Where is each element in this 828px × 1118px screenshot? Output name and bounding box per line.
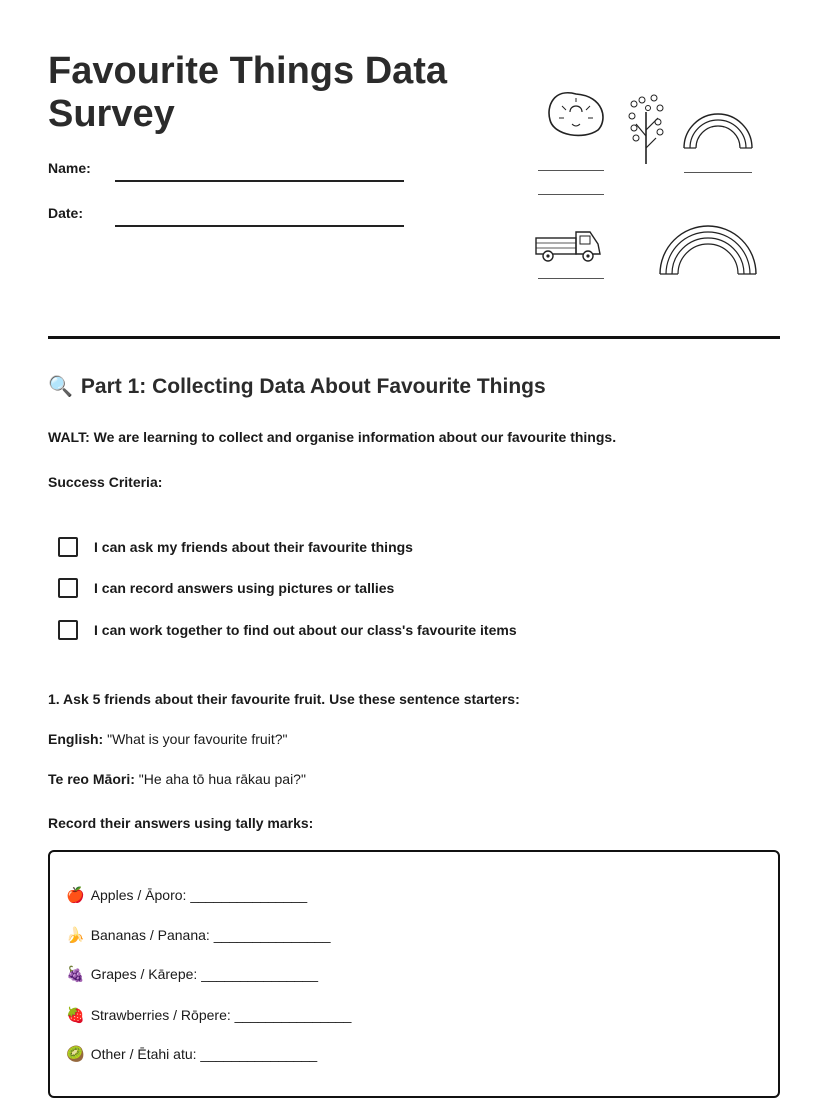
rainbow-small-icon xyxy=(682,108,754,150)
tally-row-apples[interactable] xyxy=(66,886,307,904)
tally-row-strawberries[interactable] xyxy=(66,1006,351,1024)
tally-label: Grapes / Kārepe: xyxy=(90,966,198,982)
banana-icon: 🍌 xyxy=(66,927,85,944)
page-title: Favourite Things Data Survey xyxy=(48,50,448,135)
english-label: English: xyxy=(48,731,104,747)
checkbox[interactable] xyxy=(58,537,78,557)
tally-label: Bananas / Panana: xyxy=(90,927,210,943)
criterion-label: I can record answers using pictures or tallies xyxy=(94,580,395,596)
part1-heading xyxy=(48,374,546,399)
english-starter xyxy=(48,731,287,747)
kiwi-icon: 🥝 xyxy=(66,1046,85,1063)
part1-heading-text: Part 1: Collecting Data About Favourite Things xyxy=(80,375,546,398)
criterion-label: I can ask my friends about their favourite things xyxy=(94,539,413,555)
checkbox[interactable] xyxy=(58,578,78,598)
caption-line xyxy=(538,194,604,195)
success-criteria-label: Success Criteria: xyxy=(48,474,163,490)
strawberry-icon: 🍓 xyxy=(66,1007,85,1024)
caption-line xyxy=(538,278,604,279)
date-field[interactable] xyxy=(115,225,404,227)
name-label: Name: xyxy=(48,160,91,176)
date-label: Date: xyxy=(48,205,84,221)
tally-label: Other / Ētahi atu: xyxy=(90,1046,197,1062)
maori-starter xyxy=(48,771,306,787)
caption-line xyxy=(538,170,604,171)
criterion-item[interactable] xyxy=(58,619,517,641)
maori-label: Te reo Māori: xyxy=(48,771,135,787)
tree-icon xyxy=(626,92,668,166)
criterion-item[interactable] xyxy=(58,577,394,599)
question-1: 1. Ask 5 friends about their favourite fruit. Use these sentence starters: xyxy=(48,691,520,707)
tally-blank[interactable]: _______________ xyxy=(213,927,331,943)
tally-blank[interactable]: _______________ xyxy=(190,887,308,903)
walt-text: WALT: We are learning to collect and organise information about our favourite things. xyxy=(48,429,617,445)
tally-blank[interactable]: _______________ xyxy=(201,966,318,982)
tally-box xyxy=(48,850,780,1098)
tally-row-grapes[interactable] xyxy=(66,965,318,983)
rainbow-large-icon xyxy=(658,218,758,276)
caption-line xyxy=(684,172,752,173)
tally-blank[interactable]: _______________ xyxy=(200,1046,318,1062)
tally-label: Strawberries / Rōpere: xyxy=(90,1007,231,1023)
tally-row-bananas[interactable] xyxy=(66,926,330,944)
maori-text: "He aha tō hua rākau pai?" xyxy=(138,771,306,787)
kiwifruit-icon xyxy=(544,88,608,144)
english-text: "What is your favourite fruit?" xyxy=(107,731,288,747)
name-field[interactable] xyxy=(115,180,404,182)
tally-row-other[interactable] xyxy=(66,1045,317,1063)
record-instruction: Record their answers using tally marks: xyxy=(48,815,314,831)
apple-icon: 🍎 xyxy=(66,887,85,904)
truck-icon xyxy=(534,228,604,264)
criterion-item[interactable] xyxy=(58,536,413,558)
tally-blank[interactable]: _______________ xyxy=(234,1007,352,1023)
criterion-label: I can work together to find out about our class's favourite items xyxy=(94,622,517,638)
tally-label: Apples / Āporo: xyxy=(90,887,187,903)
checkbox[interactable] xyxy=(58,620,78,640)
magnifier-icon: 🔍 xyxy=(48,376,73,398)
grapes-icon: 🍇 xyxy=(66,966,85,983)
section-divider xyxy=(48,336,780,339)
